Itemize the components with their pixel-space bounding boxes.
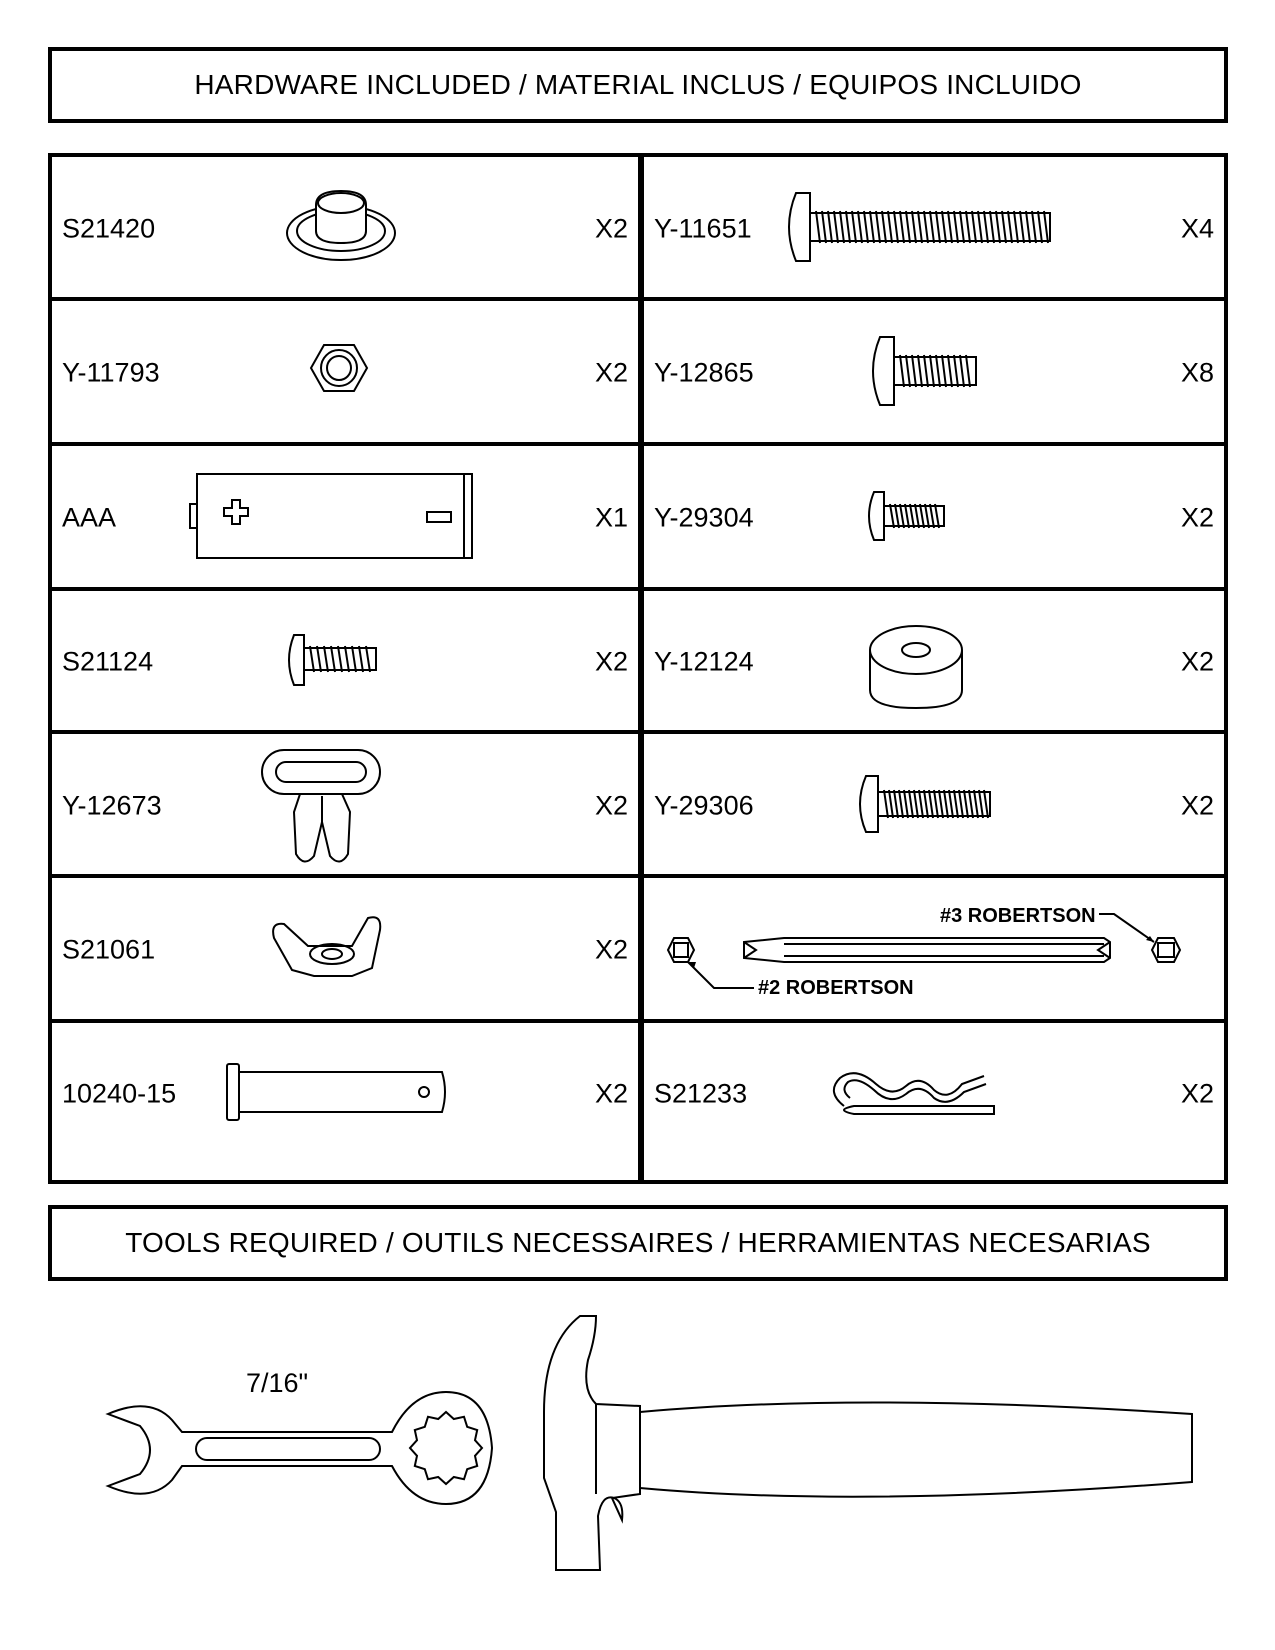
quantity: X2: [594, 213, 628, 244]
part-number: Y-12124: [654, 646, 754, 677]
hardware-included-banner: [48, 47, 1228, 123]
hardware-item: [644, 1022, 1224, 1166]
quantity: X8: [1180, 357, 1214, 388]
key-icon: [52, 734, 638, 874]
clevis-pin-icon: [52, 1022, 638, 1162]
quantity: X2: [1180, 790, 1214, 821]
robertson-bit-icon: [644, 878, 1224, 1018]
wrench-icon: [108, 1392, 492, 1504]
screw-icon: [52, 590, 638, 730]
screw-icon: [644, 446, 1224, 586]
long-screw-icon: [644, 157, 1224, 297]
quantity: X2: [594, 646, 628, 677]
part-number: 10240-15: [62, 1078, 177, 1109]
hardware-item: [52, 590, 638, 734]
tools-required-title: TOOLS REQUIRED / OUTILS NECESSAIRES / HERRAMIENTAS NECESARIAS: [125, 1227, 1151, 1258]
robertson-2-label: #2 ROBERTSON: [758, 977, 914, 999]
quantity: X2: [594, 1078, 628, 1109]
hardware-item: [644, 301, 1224, 445]
part-number: S21420: [62, 213, 156, 244]
quantity: X2: [594, 357, 628, 388]
quantity: X4: [1180, 213, 1214, 244]
screw-icon: [644, 734, 1224, 874]
hammer-icon: [544, 1316, 1192, 1570]
quantity: X2: [1180, 1078, 1214, 1109]
part-number: Y-12673: [62, 790, 162, 821]
part-number: S21233: [654, 1078, 748, 1109]
part-number: Y-12865: [654, 357, 754, 388]
robertson-3-label: #3 ROBERTSON: [940, 905, 1096, 927]
hardware-item: [644, 590, 1224, 734]
wrench-size-label: 7/16": [246, 1368, 309, 1398]
hardware-item: [52, 301, 638, 445]
part-number: S21124: [62, 646, 154, 677]
quantity: X2: [594, 790, 628, 821]
hitch-pin-clip-icon: [644, 1022, 1224, 1162]
wing-nut-icon: [52, 878, 638, 1018]
hardware-item: [52, 1022, 638, 1166]
spacer-icon: [644, 590, 1224, 730]
hardware-item: [644, 878, 1224, 1022]
quantity: X2: [1180, 502, 1214, 533]
hardware-grid: [48, 153, 1228, 1184]
part-number: Y-11793: [62, 357, 160, 388]
hex-nut-icon: [52, 301, 638, 441]
hardware-item: [52, 878, 638, 1022]
quantity: X1: [594, 502, 628, 533]
hardware-item: [52, 734, 638, 878]
part-number: Y-29304: [654, 502, 754, 533]
battery-icon: [52, 446, 638, 586]
quantity: X2: [1180, 646, 1214, 677]
part-number: Y-29306: [654, 790, 754, 821]
hardware-item: [644, 157, 1224, 301]
screw-icon: [644, 301, 1224, 441]
part-number: AAA: [62, 502, 117, 533]
quantity: X2: [594, 934, 628, 965]
tools-illustration: [0, 1290, 1275, 1650]
hardware-item: [644, 446, 1224, 590]
hardware-item: [52, 446, 638, 590]
hardware-item: [644, 734, 1224, 878]
hardware-item: [52, 157, 638, 301]
part-number: Y-11651: [654, 213, 752, 244]
push-nut-icon: [52, 157, 638, 297]
part-number: S21061: [62, 934, 156, 965]
tools-required-banner: [48, 1205, 1228, 1281]
hardware-included-title: HARDWARE INCLUDED / MATERIAL INCLUS / EQUIPOS INCLUIDO: [194, 69, 1082, 100]
